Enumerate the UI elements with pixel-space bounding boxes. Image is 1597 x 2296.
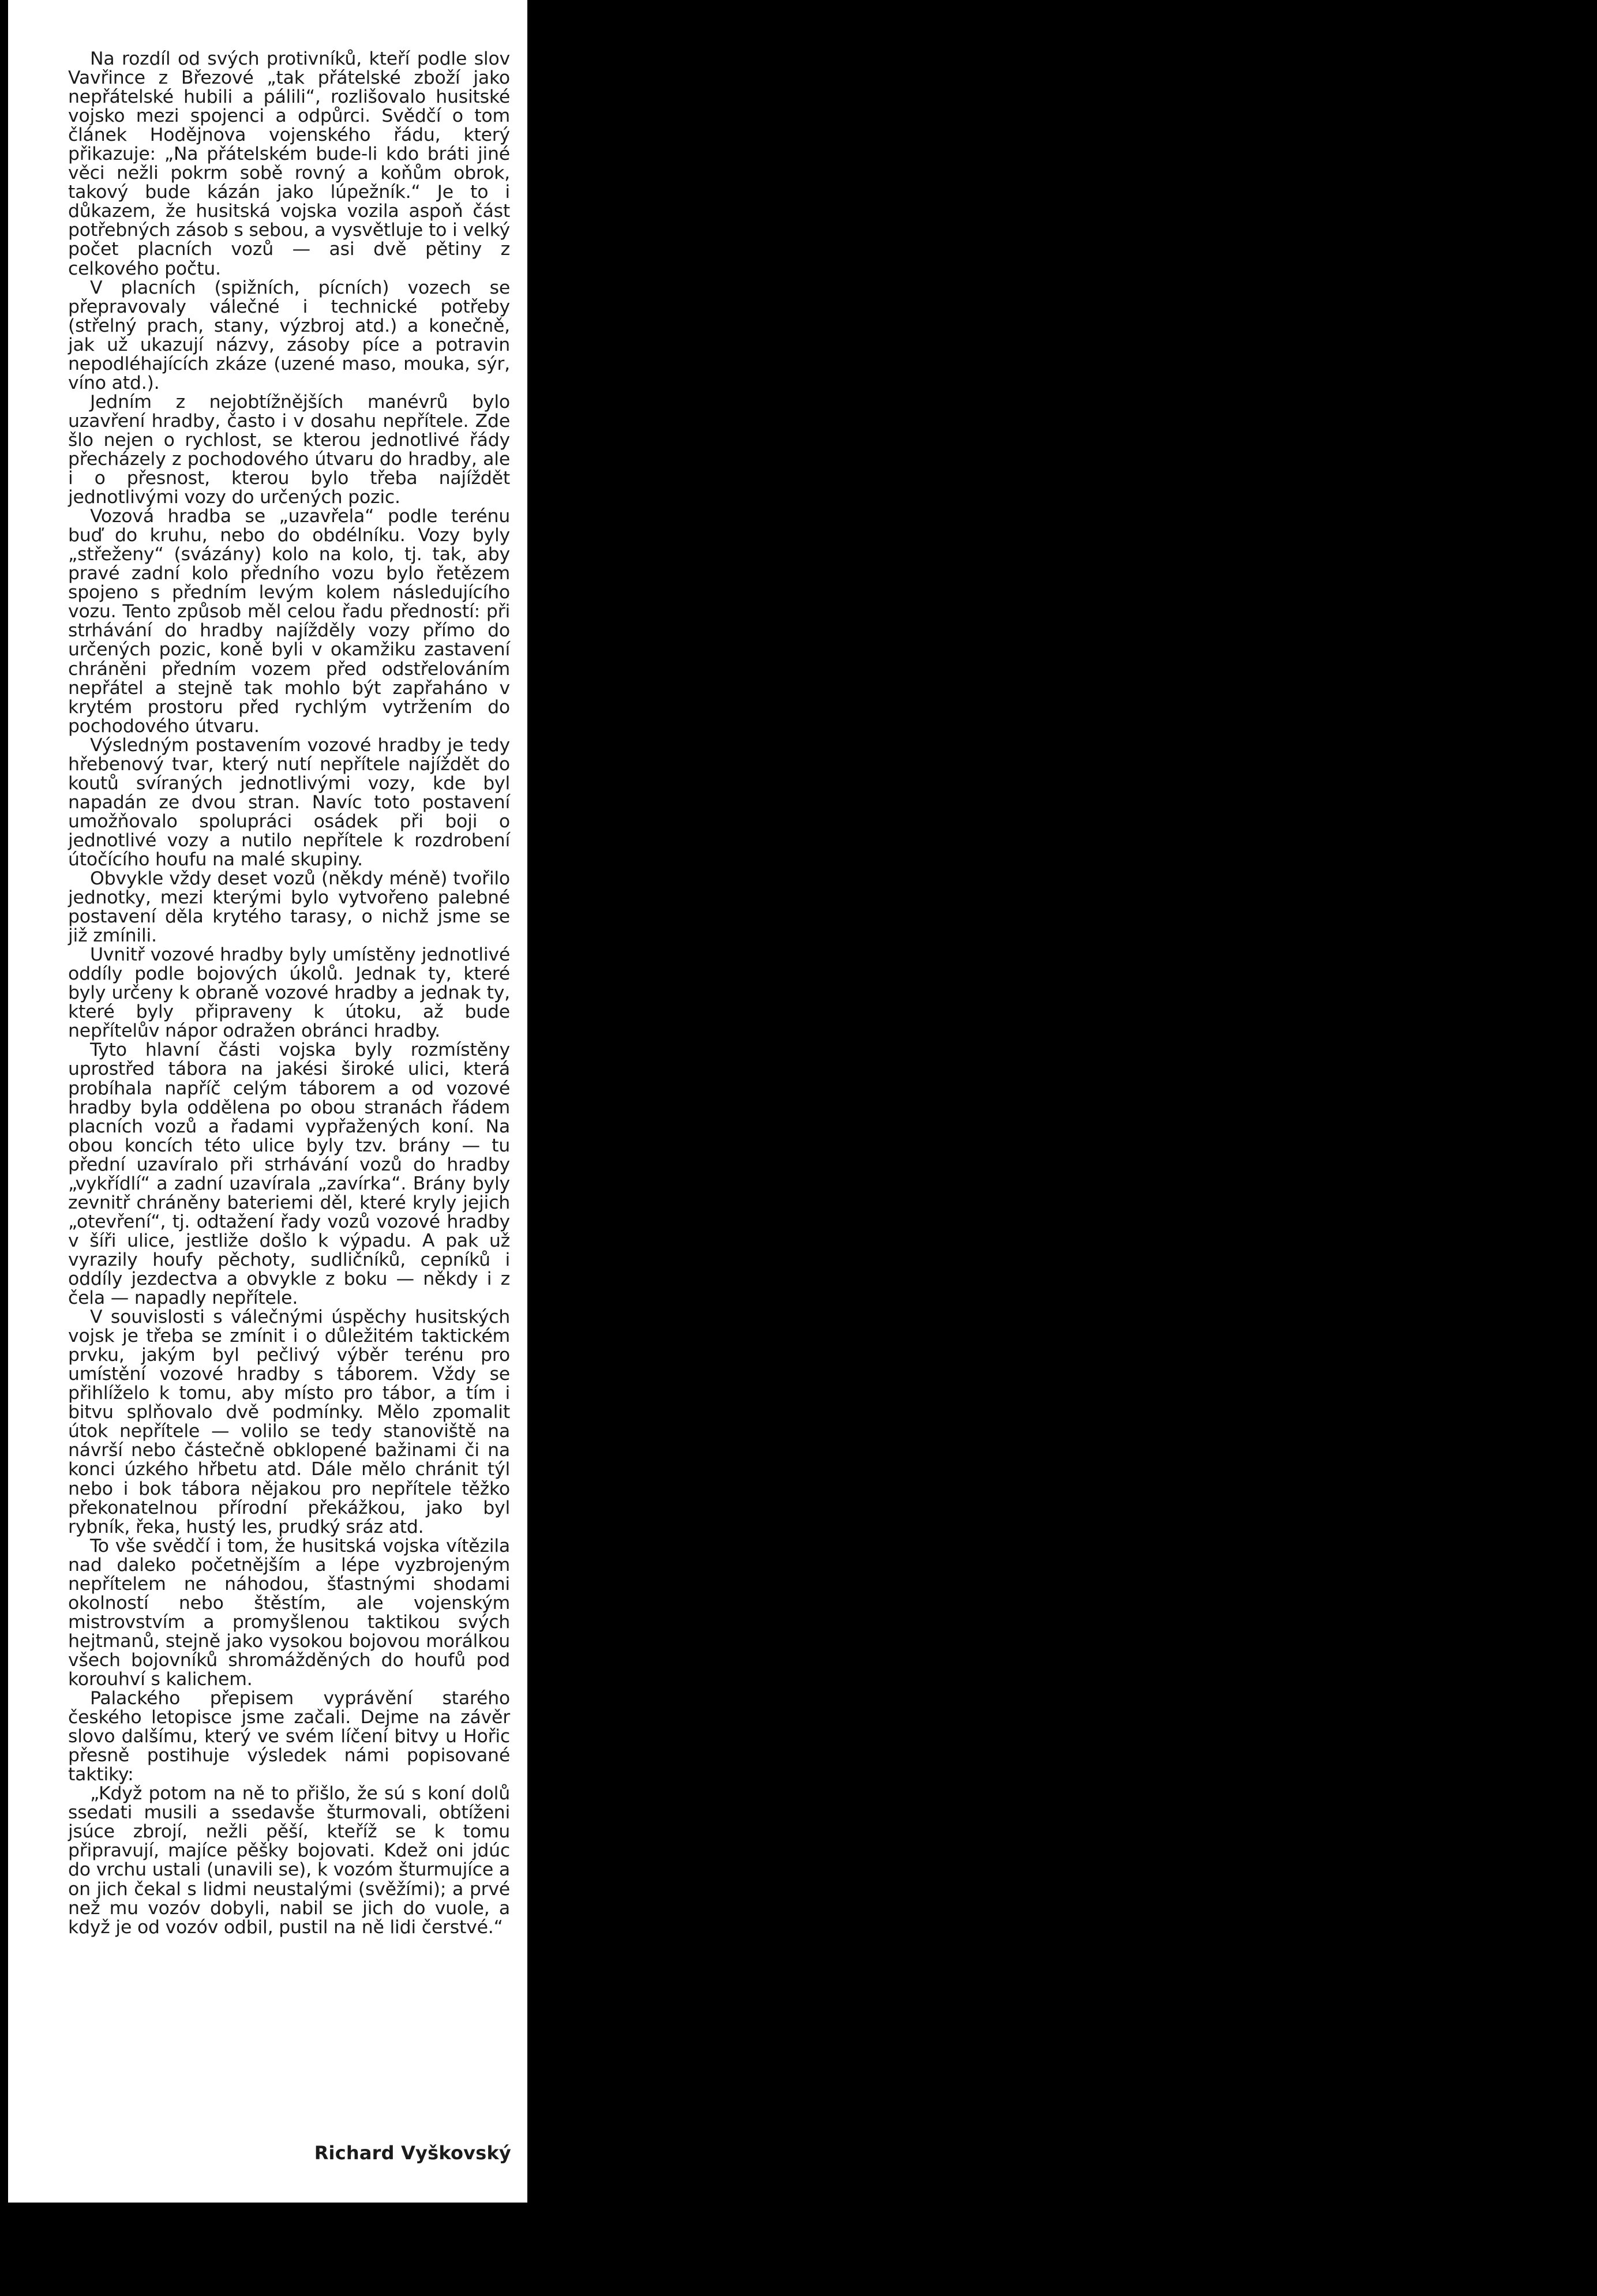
paragraph: Obvykle vždy deset vozů (někdy méně) tvořilo jednotky, mezi kterými bylo vytvořeno palebné postavení děla krytého tarasy, o nichž jsme se již zmínili. — [68, 868, 510, 947]
quote-paragraph: „Když potom na ně to přišlo, že sú s koní dolů ssedati musili a ssedavše šturmovali, obtíženi jsúce zbrojí, nežli pěší, kteříž se k tomu připravují, majíce pěšky bojovati. Kdež oni jdúc do vrchu ustali (unavili se), k vozóm šturmujíce a on jich čekal s lidmi neustalými (svěžími); a prvé než mu vozóv dobyli, nabil se jich do vuole, a když je od vozóv odbil, pustil na ně lidi čerstvé.“ — [68, 1783, 510, 1938]
page-sheet — [8, 0, 527, 2203]
paragraph: To vše svědčí i tom, že husitská vojska vítězila nad daleko početnějším a lépe vyzbrojeným nepřítelem ne náhodou, šťastnými shodami okolností nebo štěstím, ale vojenským mistrovstvím a promyšlenou taktikou svých hejtmanů, stejně jako vysokou bojovou morálkou všech bojovníků shromážděných do houfů pod korouhví s kalichem. — [68, 1535, 510, 1690]
paragraph: Jedním z nejobtížnějších manévrů bylo uzavření hradby, často i v dosahu nepřítele. Zde šlo nejen o rychlost, se kterou jednotlivé řády přecházely z pochodového útvaru do hradby, ale i o přesnost, kterou bylo třeba najíždět jednotlivými vozy do určených pozic. — [68, 391, 510, 508]
paragraph: Na rozdíl od svých protivníků, kteří podle slov Vavřince z Březové „tak přátelské zboží jako nepřátelské hubili a pálili“, rozlišovalo husitské vojsko mezi spojenci a odpůrci. Svědčí o tom článek Hodějnova vojenského řádu, který přikazuje: „Na přátelském bude-li kdo bráti jiné věci nežli pokrm sobě rovný a koňům obrok, takový bude kázán jako lúpežník.“ Je to i důkazem, že husitská vojska vozila aspoň část potřebných zásob s sebou, a vysvětluje to i velký počet placních vozů — asi dvě pětiny z celkového počtu. — [68, 48, 510, 279]
paragraph: Uvnitř vozové hradby byly umístěny jednotlivé oddíly podle bojových úkolů. Jednak ty, které byly určeny k obraně vozové hradby a jednak ty, které byly připraveny k útoku, až bude nepřítelův nápor odražen obránci hradby. — [68, 944, 510, 1042]
paragraph: Palackého přepisem vyprávění starého českého letopisce jsme začali. Dejme na závěr slovo dalšímu, který ve svém líčení bitvy u Hořic přesně postihuje výsledek námi popisované taktiky: — [68, 1688, 510, 1785]
paragraph: Vozová hradba se „uzavřela“ podle terénu buď do kruhu, nebo do obdélníku. Vozy byly „střeženy“ (svázány) kolo na kolo, tj. tak, aby pravé zadní kolo předního vozu bylo řetězem spojeno s předním levým kolem následujícího vozu. Tento způsob měl celou řadu předností: při strhávání do hradby najížděly vozy přímo do určených pozic, koně byli v okamžiku zastavení chráněni předním vozem před odstřelováním nepřátel a stejně tak mohlo být zapřaháno v krytém prostoru před rychlým vytržením do pochodového útvaru. — [68, 506, 510, 737]
author-signature: Richard Vyškovský — [314, 2142, 511, 2164]
paragraph: Výsledným postavením vozové hradby je tedy hřebenový tvar, který nutí nepřítele najíždět do koutů svíraných jednotlivými vozy, kde byl napadán ze dvou stran. Navíc toto postavení umožňovalo spolupráci osádek při boji o jednotlivé vozy a nutilo nepřítele k rozdrobení útočícího houfu na malé skupiny. — [68, 734, 510, 870]
paragraph: Tyto hlavní části vojska byly rozmístěny uprostřed tábora na jakési široké ulici, která probíhala napříč celým táborem a od vozové hradby byla oddělena po obou stranách řádem placních vozů a řadami vypřažených koní. Na obou koncích této ulice byly tzv. brány — tu přední uzavíralo při strhávání vozů do hradby „vykřídlí“ a zadní uzavírala „zavírka“. Brány byly zevnitř chráněny bateriemi děl, které kryly jejich „otevření“, tj. odtažení řady vozů vozové hradby v šíři ulice, jestliže došlo k výpadu. A pak už vyrazily houfy pěchoty, sudličníků, cepníků i oddíly jezdectva a obvykle z boku — někdy i z čela — napadly nepřítele. — [68, 1040, 510, 1309]
article-column — [68, 50, 510, 1937]
paragraph: V placních (spižních, pícních) vozech se přepravovaly válečné i technické potřeby (střelný prach, stany, výzbroj atd.) a konečně, jak už ukazují názvy, zásoby píce a potravin nepodléhajících zkáze (uzené maso, mouka, sýr, víno atd.). — [68, 277, 510, 393]
paragraph: V souvislosti s válečnými úspěchy husitských vojsk je třeba se zmínit i o důležitém taktickém prvku, jakým byl pečlivý výběr terénu pro umístění vozové hradby s táborem. Vždy se přihlíželo k tomu, aby místo pro tábor, a tím i bitvu splňovalo dvě podmínky. Mělo zpomalit útok nepřítele — volilo se tedy stanoviště na návrší nebo částečně obklopené bažinami či na konci úzkého hřbetu atd. Dále mělo chránit týl nebo i bok tábora nějakou pro nepřítele těžko překonatelnou přírodní překážkou, jako byl rybník, řeka, hustý les, prudký sráz atd. — [68, 1307, 510, 1537]
